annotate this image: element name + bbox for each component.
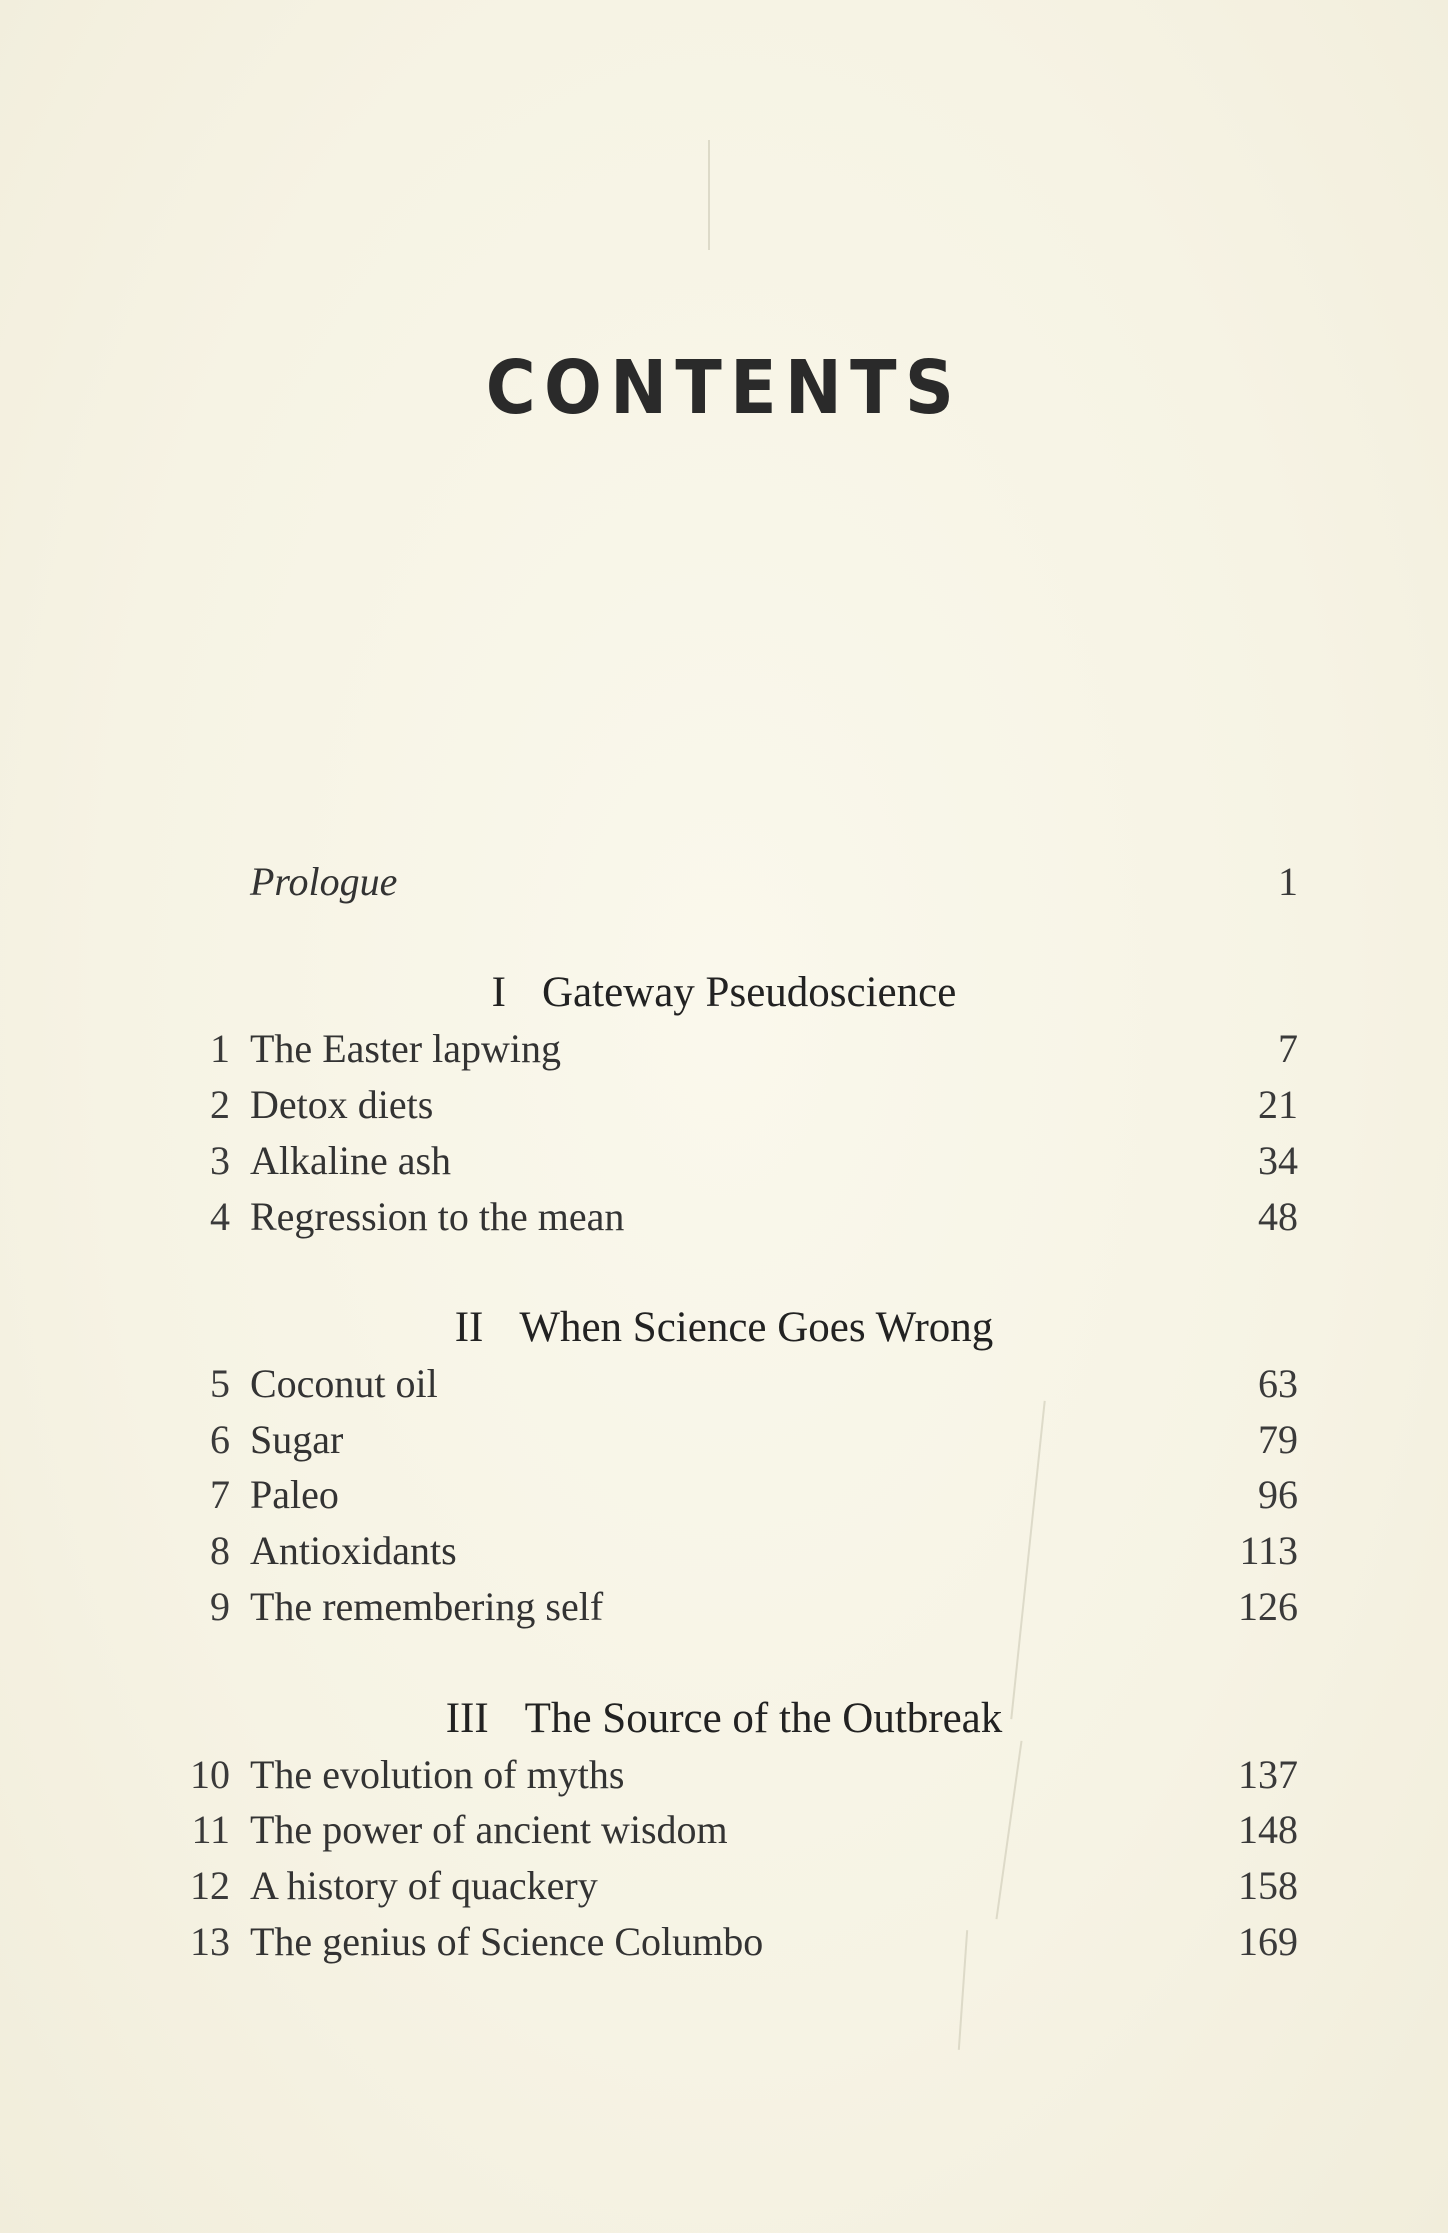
chapter-number: 1: [210, 1026, 230, 1071]
toc-entry-page: 169: [1238, 1919, 1298, 1964]
part-title: When Science Goes Wrong: [519, 1304, 994, 1351]
toc-entry[interactable]: [0, 1467, 1448, 1523]
toc-entry[interactable]: [0, 1747, 1448, 1803]
part-numeral: II: [454, 1304, 484, 1351]
toc-entry-page: 137: [1238, 1752, 1298, 1797]
toc-entry-title: Antioxidants: [250, 1528, 457, 1573]
toc-entry-prologue[interactable]: [0, 854, 1448, 910]
part-numeral: III: [445, 1695, 489, 1742]
toc-entry-title: Sugar: [250, 1417, 344, 1462]
toc-entry[interactable]: [0, 1021, 1448, 1077]
toc-entry-page: 1: [1278, 859, 1298, 904]
chapter-number: 4: [210, 1194, 230, 1239]
toc-entry-title: The remembering self: [250, 1584, 604, 1629]
toc-entry-page: 148: [1238, 1807, 1298, 1852]
toc-entry-page: 7: [1278, 1026, 1298, 1071]
toc-entry[interactable]: [0, 1077, 1448, 1133]
toc-entry-page: 34: [1258, 1138, 1298, 1183]
toc-entry-page: 113: [1239, 1528, 1298, 1573]
chapter-number: 7: [210, 1472, 230, 1517]
toc-entry[interactable]: [0, 1133, 1448, 1189]
toc-entry-title: The Easter lapwing: [250, 1026, 561, 1071]
toc-entry-page: 79: [1258, 1417, 1298, 1462]
part-title: The Source of the Outbreak: [524, 1695, 1003, 1742]
toc-entry-title: The power of ancient wisdom: [250, 1807, 728, 1852]
page-title: CONTENTS: [485, 345, 963, 431]
toc-entry[interactable]: [0, 1356, 1448, 1412]
chapter-number: 9: [210, 1584, 230, 1629]
toc-entry-page: 126: [1238, 1584, 1298, 1629]
part-heading-1: [0, 963, 1448, 1023]
part-numeral: I: [491, 969, 506, 1016]
part-heading-3: [0, 1689, 1448, 1749]
toc-entry-title: Alkaline ash: [250, 1138, 452, 1183]
chapter-number: 5: [210, 1361, 230, 1406]
chapter-number: 11: [191, 1807, 230, 1852]
toc-entry[interactable]: [0, 1858, 1448, 1914]
paper-crease: [708, 140, 710, 250]
toc-entry-title: Coconut oil: [250, 1361, 438, 1406]
toc-entry-title: The genius of Science Columbo: [250, 1919, 764, 1964]
toc-entry-title: A history of quackery: [250, 1863, 598, 1908]
chapter-number: 8: [210, 1528, 230, 1573]
toc-entry-page: 21: [1258, 1082, 1298, 1127]
chapter-number: 12: [190, 1863, 230, 1908]
toc-entry[interactable]: [0, 1802, 1448, 1858]
chapter-number: 10: [190, 1752, 230, 1797]
toc-entry[interactable]: [0, 1914, 1448, 1970]
toc-entry-title: Regression to the mean: [250, 1194, 625, 1239]
toc-entry[interactable]: [0, 1579, 1448, 1635]
toc-entry-title: Paleo: [250, 1472, 339, 1517]
chapter-number: 2: [210, 1082, 230, 1127]
chapter-number: 13: [190, 1919, 230, 1964]
toc-entry[interactable]: [0, 1412, 1448, 1468]
part-heading-2: [0, 1298, 1448, 1358]
chapter-number: 3: [210, 1138, 230, 1183]
toc-entry-title: The evolution of myths: [250, 1752, 625, 1797]
toc-entry-page: 48: [1258, 1194, 1298, 1239]
toc-entry[interactable]: [0, 1189, 1448, 1245]
part-title: Gateway Pseudoscience: [542, 969, 957, 1016]
chapter-number: 6: [210, 1417, 230, 1462]
toc-entry-title: Detox diets: [250, 1082, 434, 1127]
toc-entry[interactable]: [0, 1523, 1448, 1579]
toc-entry-page: 96: [1258, 1472, 1298, 1517]
toc-entry-title: Prologue: [250, 859, 398, 904]
toc-entry-page: 158: [1238, 1863, 1298, 1908]
toc-entry-page: 63: [1258, 1361, 1298, 1406]
